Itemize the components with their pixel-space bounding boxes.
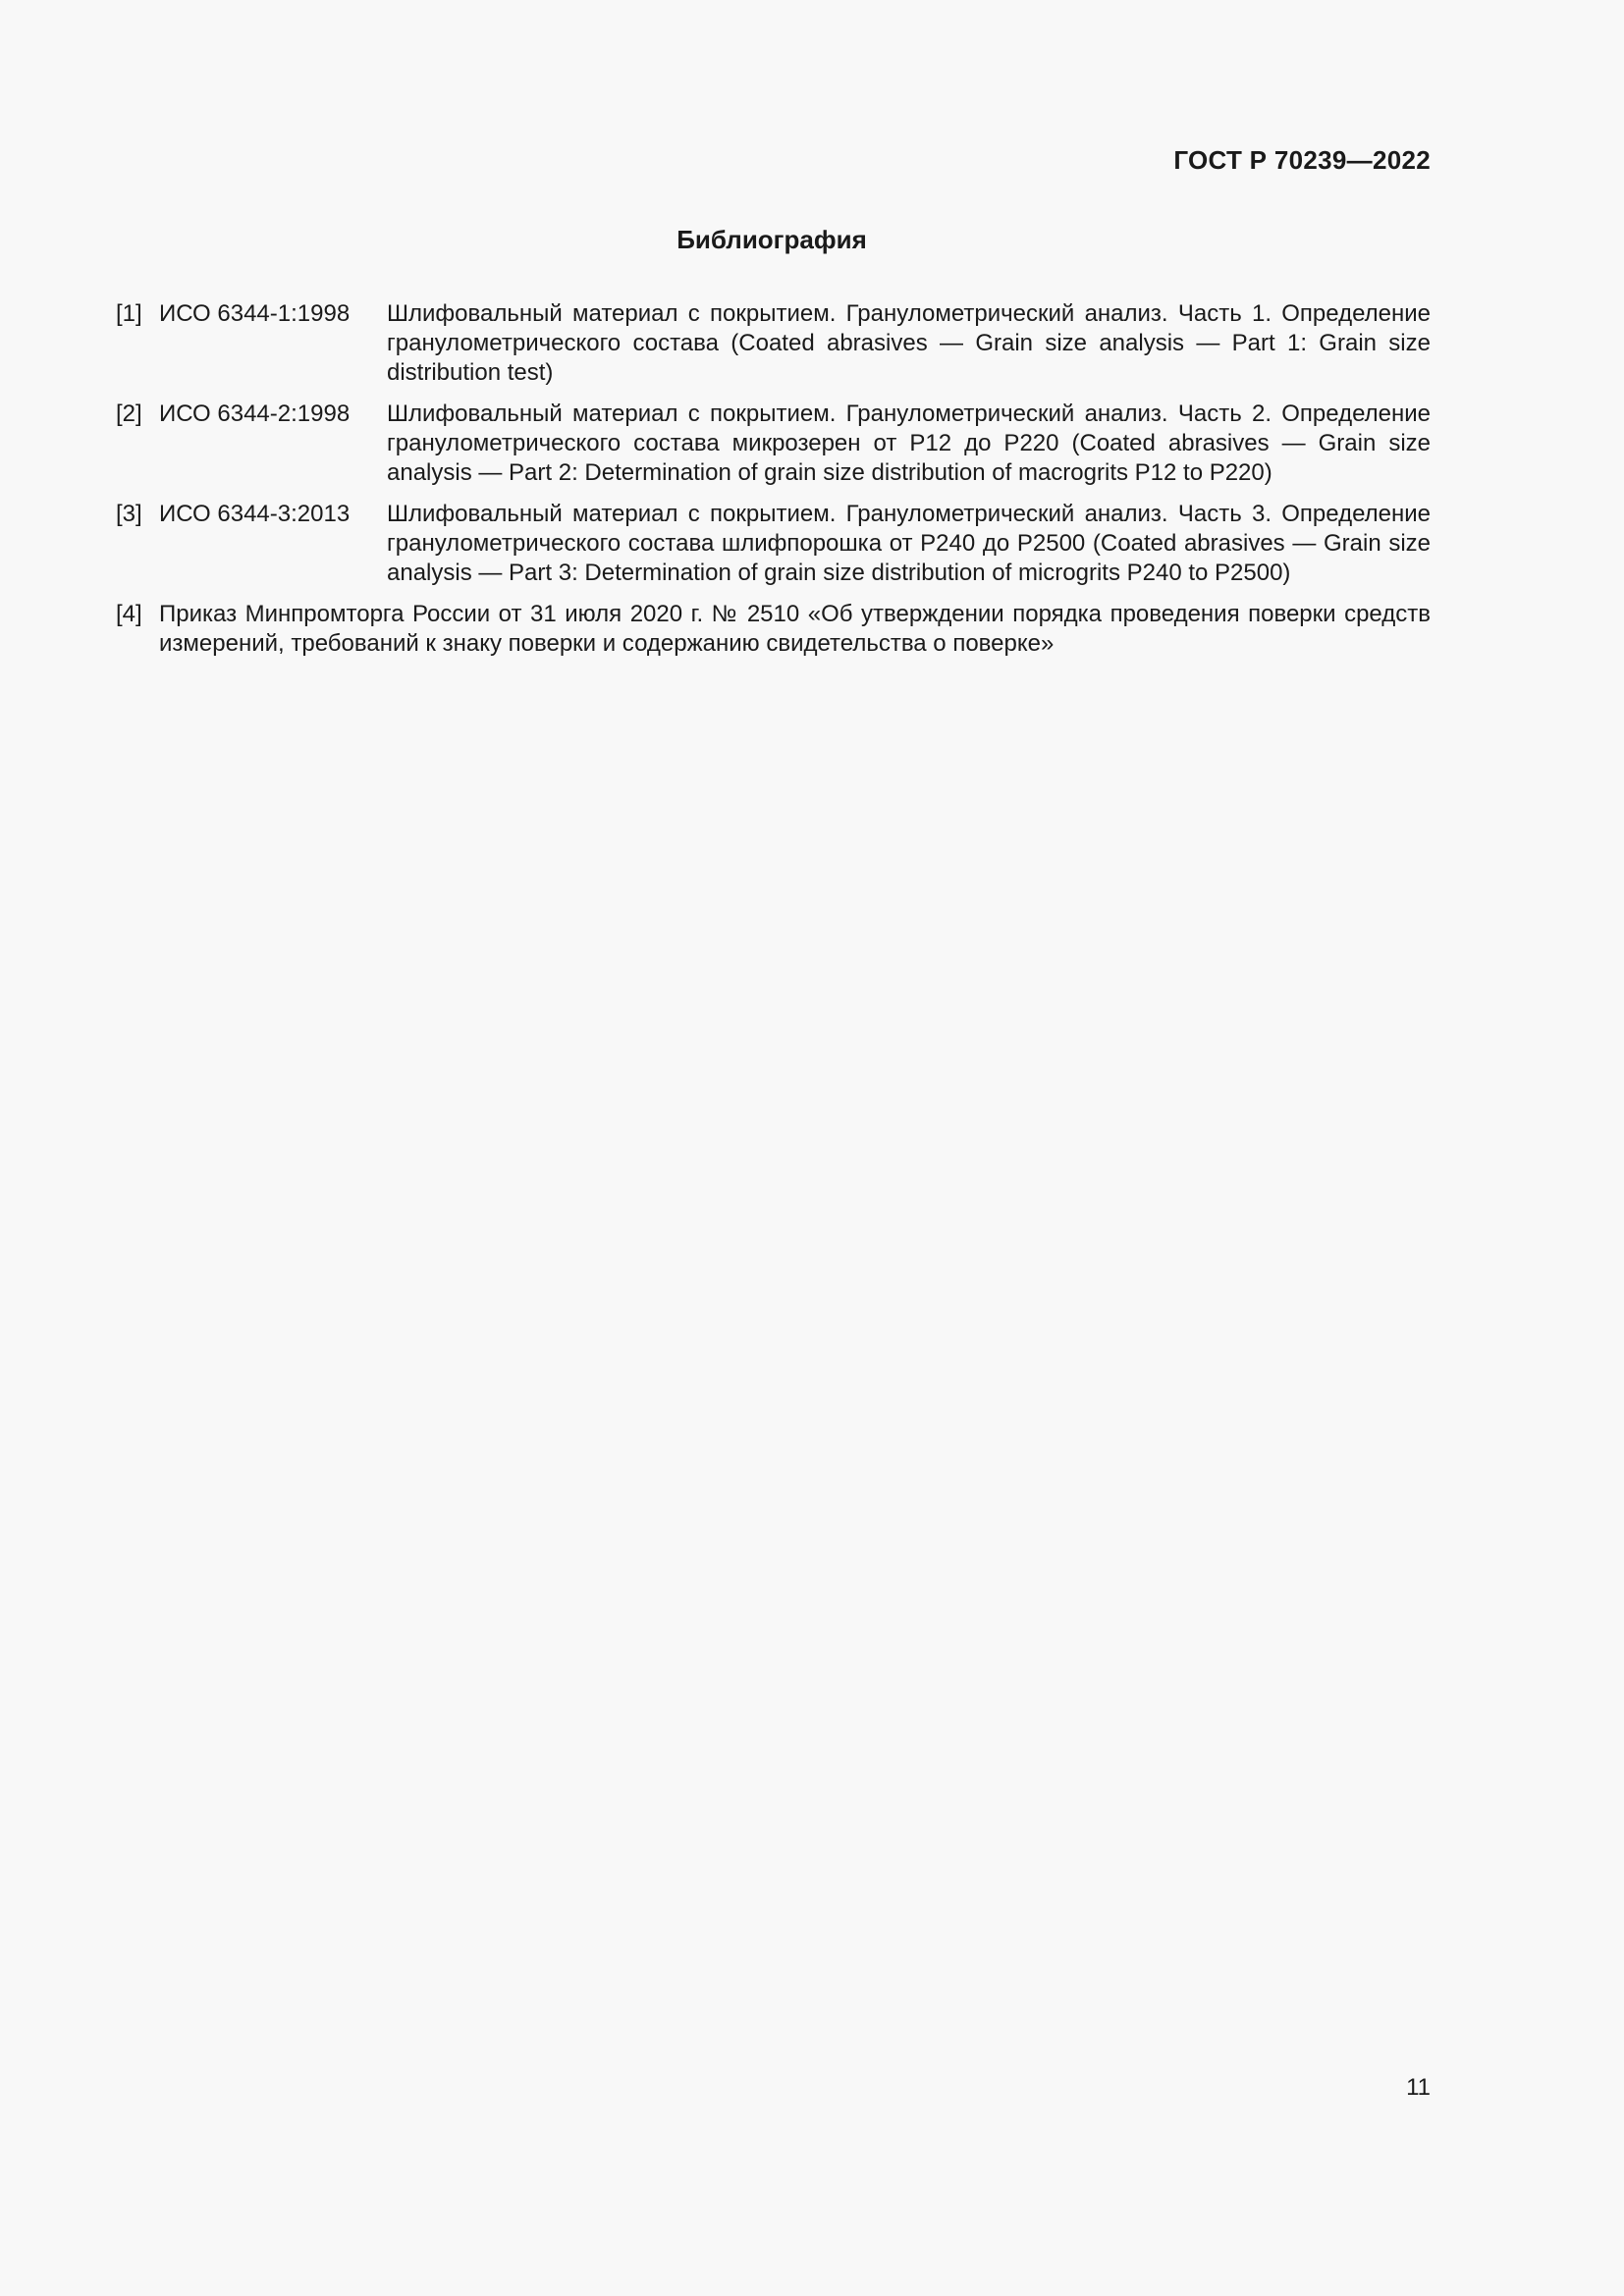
bibliography-title: Библиография [677, 225, 867, 254]
entry-number: [4] [116, 601, 142, 627]
entry-reference: ИСО 6344-1:1998 [159, 300, 351, 327]
entry-text: Приказ Минпромторга России от 31 июля 2020 г. № 2510 «Об утверждении порядка проведения поверки средств измерений, требований к знаку поверки и содержанию свидетельства о поверке» [159, 601, 1431, 657]
bibliography-entry-2 [116, 400, 1431, 488]
bibliography-entry-1 [116, 299, 1431, 388]
standard-code: ГОСТ Р 70239—2022 [1173, 145, 1431, 175]
bibliography-list [116, 299, 1431, 670]
entry-reference: ИСО 6344-3:2013 [159, 501, 351, 527]
entry-number: [3] [116, 501, 142, 527]
entry-number: [2] [116, 400, 142, 427]
page-number: 11 [1406, 2074, 1431, 2101]
bibliography-entry-3 [116, 500, 1431, 588]
bibliography-entry-4 [116, 600, 1431, 659]
entry-text: Шлифовальный материал с покрытием. Гранулометрический анализ. Часть 3. Определение гранулометрического состава шлифпорошка от Р240 до Р2500 (Coated abrasives — Grain size analysis — Part 3: Determination of grain size distribution of microgrits P240 to P2500) [387, 501, 1431, 586]
entry-text: Шлифовальный материал с покрытием. Гранулометрический анализ. Часть 2. Определение гранулометрического состава микрозерен от Р12 до Р220 (Coated abrasives — Grain size analysis — Part 2: Determination of grain size distribution of macrogrits P12 to P220) [387, 400, 1431, 486]
entry-reference: ИСО 6344-2:1998 [159, 400, 351, 427]
entry-number: [1] [116, 300, 142, 327]
entry-text: Шлифовальный материал с покрытием. Гранулометрический анализ. Часть 1. Определение гранулометрического состава (Coated abrasives — Grain size analysis — Part 1: Grain size distribution test) [387, 300, 1431, 386]
